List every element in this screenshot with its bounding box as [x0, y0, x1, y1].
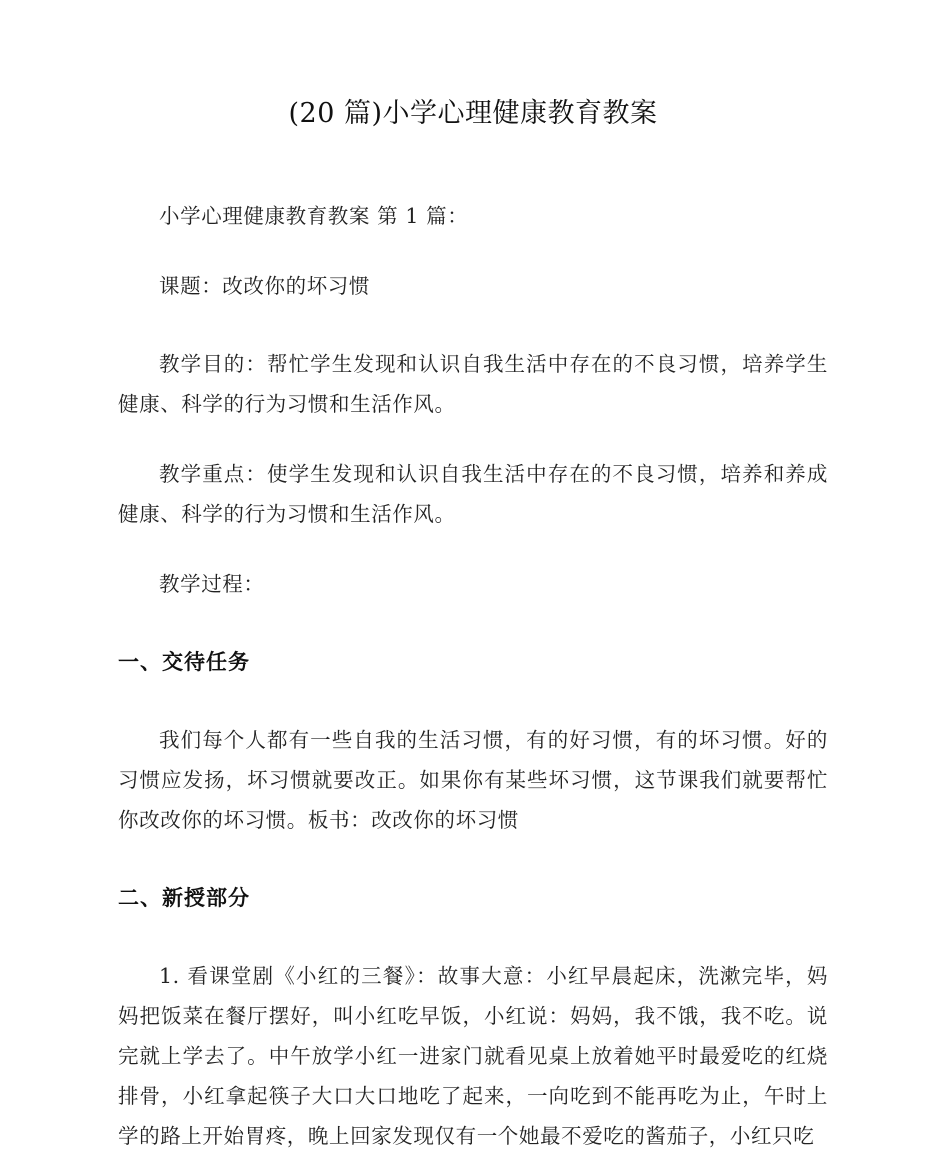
- topic-line: 课题：改改你的坏习惯: [159, 274, 370, 299]
- document-content-column: [118, 0, 828, 1156]
- block-spacer: [118, 236, 828, 266]
- block-spacer: [118, 840, 828, 878]
- page-title: (20 篇)小学心理健康教育教案: [288, 98, 658, 129]
- section-heading-two: 二、新授部分: [118, 885, 250, 911]
- title-spacer: [118, 130, 828, 196]
- block-spacer: [118, 918, 828, 956]
- lesson-plan-index-line: 小学心理健康教育教案 第 1 篇：: [159, 204, 469, 229]
- block-spacer: [118, 682, 828, 720]
- teaching-focus-paragraph: 教学重点：使学生发现和认识自我生活中存在的不良习惯，培养和养成健康、科学的行为习惯和生活作风。: [118, 462, 828, 527]
- teaching-process-label: 教学过程：: [159, 572, 265, 597]
- block-spacer: [118, 604, 828, 642]
- block-spacer: [118, 424, 828, 454]
- section-heading-one: 一、交待任务: [118, 649, 250, 675]
- section-two-item-one-paragraph: 1. 看课堂剧《小红的三餐》：故事大意：小红早晨起床，洗漱完毕，妈妈把饭菜在餐厅摆好，叫小红吃早饭，小红说：妈妈，我不饿，我不吃。说完就上学去了。中午放学小红一进家门就看见桌上放着她平时最爱吃的红烧排骨，小红拿起筷子大口大口地吃了起来，一向吃到不能再吃为止，午时上学的路上开始胃疼，晚上回家发现仅有一个她最不爱吃的酱茄子，小红只吃: [118, 964, 828, 1149]
- block-spacer: [118, 534, 828, 564]
- teaching-objective-paragraph: 教学目的：帮忙学生发现和认识自我生活中存在的不良习惯，培养学生健康、科学的行为习惯和生活作风。: [118, 352, 828, 417]
- section-one-body-paragraph: 我们每个人都有一些自我的生活习惯，有的好习惯，有的坏习惯。好的习惯应发扬，坏习惯就要改正。如果你有某些坏习惯，这节课我们就要帮忙你改改你的坏习惯。板书：改改你的坏习惯: [118, 728, 828, 833]
- block-spacer: [118, 306, 828, 344]
